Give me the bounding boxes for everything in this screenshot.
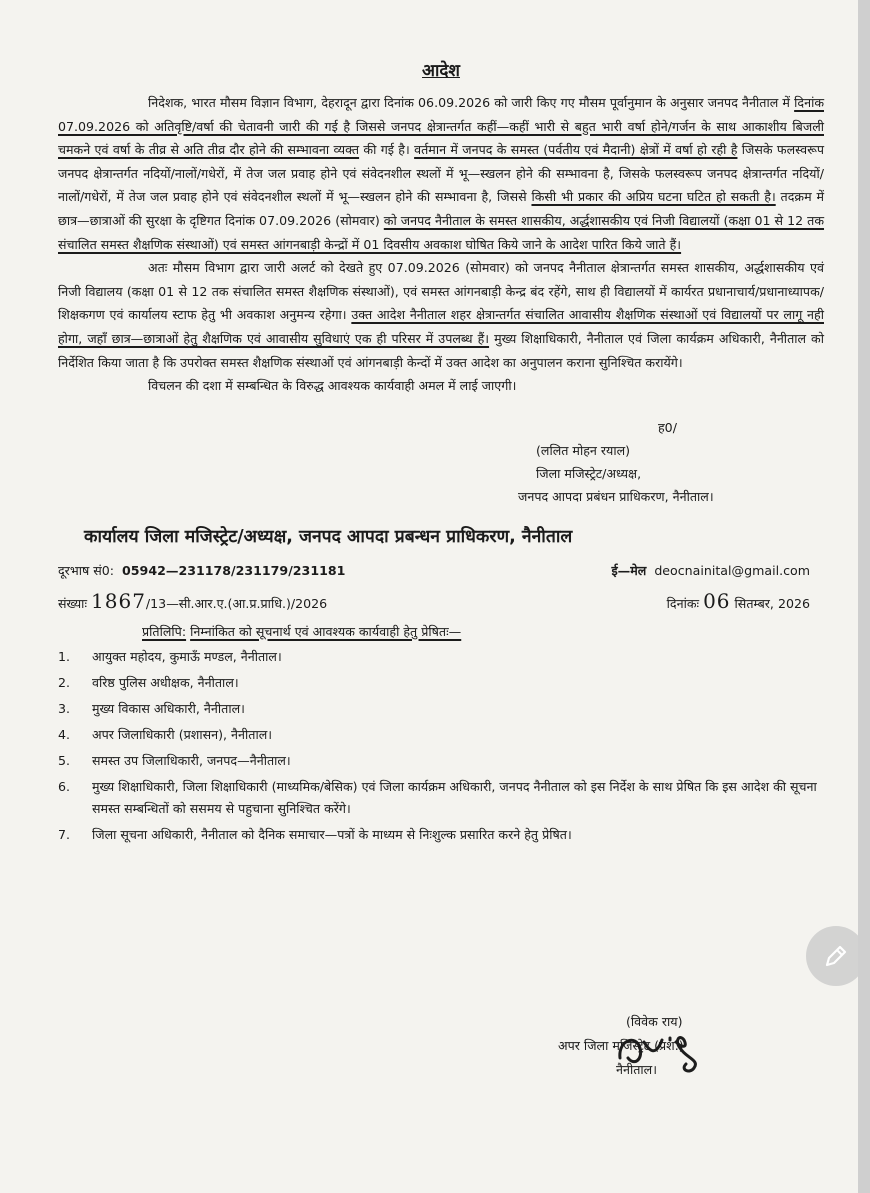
item-text: वरिष्ठ पुलिस अधीक्षक, नैनीताल। bbox=[92, 674, 239, 690]
item-number: 1. bbox=[58, 648, 71, 664]
handwritten-number: 1867 bbox=[91, 588, 146, 613]
underlined-run: दिनांक 07.09.2026 को अतिवृष्टि/वर्षा की चेतावनी जारी की गई है जिससे जनपद क्षेत्रान्तर्गत कहीं—कहीं भारी से बहुत भारी वर्षा होने/गर्जन के साथ आकाशीय बिजली चमकने एवं वर्षा के तीव्र से अति तीव्र दौर होने की सम्भावना व्यक्त bbox=[58, 95, 824, 158]
page-edge bbox=[858, 0, 870, 1193]
order-paragraph-1 bbox=[58, 91, 824, 256]
item-text: मुख्य विकास अधिकारी, नैनीताल। bbox=[92, 700, 245, 716]
item-text: अपर जिलाधिकारी (प्रशासन), नैनीताल। bbox=[92, 726, 273, 742]
copy-recipient-item bbox=[58, 750, 824, 772]
signed-mark: ह0/ bbox=[658, 419, 677, 435]
signature-block-1 bbox=[518, 416, 824, 508]
date-suffix: सितम्बर, 2026 bbox=[734, 595, 810, 611]
contact-row bbox=[58, 562, 824, 579]
signatory-2-place: नैनीताल। bbox=[616, 1062, 657, 1077]
signatory-designation: जिला मजिस्ट्रेट/अध्यक्ष, bbox=[536, 465, 642, 481]
text-run: जिसके फलस्वरूप जनपद क्षेत्रान्तर्गत नदियों/नालों/गधेरों, में तेज जल प्रवाह होने एवं संवेदनशील स्थलों में भू—स्खलन होने की सम्भावना है, जिसके फलस्वरूप जनपद क्षेत्रान्तर्गत नदियों/नालों/गधेरों, में तेज जल प्रवाह होने एवं संवेदनशील स्थलों में भू—स्खलन होने की सम्भावना है, जिससे bbox=[58, 142, 825, 205]
letter-number bbox=[58, 589, 327, 613]
text-run: अतः मौसम विभाग द्वारा जारी अलर्ट को देखते हुए 07.09.2026 (सोमवार) को जनपद नैनीताल क्षेत्रान्तर्गत समस्त शासकीय, अर्द्धशासकीय एवं निजी विद्यालय (कक्षा 01 से 12 तक संचालित समस्त शैक्षणिक संस्थाओं), एवं समस्त आंगनबाड़ी केन्द्र बंद रहेंगे, साथ ही विद्यालयों में कार्यरत प्रधानाचार्य/प्रधानाध्यापक/शिक्षकगण एवं कार्यालय स्टाफ हेतु भी अवकाश अनुमन्य रहेगा। bbox=[58, 260, 824, 323]
office-heading: कार्यालय जिला मजिस्ट्रेट/अध्यक्ष, जनपद आपदा प्रबन्धन प्राधिकरण, नैनीताल bbox=[84, 526, 573, 547]
item-number: 4. bbox=[58, 726, 71, 742]
pencil-icon bbox=[823, 943, 849, 969]
item-number: 2. bbox=[58, 674, 71, 690]
item-number: 5. bbox=[58, 752, 71, 768]
letter-date bbox=[667, 589, 810, 613]
signature-block-2 bbox=[558, 1010, 684, 1082]
underlined-run: को जनपद नैनीताल के समस्त शासकीय, अर्द्धशासकीय एवं निजी विद्यालयों (कक्षा 01 से 12 तक संचालित समस्त शैक्षणिक संस्थाओं) एवं समस्त आंगनबाड़ी केन्द्रों में 01 दिवसीय अवकाश घोषित किये जाने के आदेश पारित किये जाते हैं। bbox=[58, 212, 825, 252]
signatory-2-designation: अपर जिला मजिस्ट्रेट (प्रश.) bbox=[558, 1038, 684, 1053]
email-address: deocnainital@gmail.com bbox=[654, 562, 810, 578]
phone-label: दूरभाष सं0: bbox=[58, 562, 115, 578]
text-run: तदक्रम में छात्र—छात्राओं की सुरक्षा के दृष्टिगत दिनांक 07.09.2026 (सोमवार) bbox=[58, 189, 825, 228]
item-text: मुख्य शिक्षाधिकारी, जिला शिक्षाधिकारी (माध्यमिक/बेसिक) एवं जिला कार्यक्रम अधिकारी, जनपद नैनीताल को इस निर्देश के साथ प्रेषित कि इस आदेश की सूचना समस्त सम्बन्धितों को ससमय से पहुचाना सुनिश्चित करेंगे। bbox=[92, 778, 817, 816]
copy-recipient-list bbox=[58, 646, 824, 846]
text-run: मुख्य शिक्षाधिकारी, नैनीताल एवं जिला कार्यक्रम अधिकारी, नैनीताल को निर्देशित किया जाता है कि उपरोक्त समस्त शैक्षणिक संस्थाओं एवं आंगनबाड़ी केन्दों में उक्त आदेश का अनुपालन कराना सुनिश्चित करायेंगे। bbox=[58, 330, 824, 370]
copy-recipient-item bbox=[58, 776, 824, 820]
copy-label: प्रतिलिपि: bbox=[142, 623, 187, 639]
edit-button[interactable] bbox=[806, 926, 866, 986]
handwritten-date: 06 bbox=[703, 588, 731, 613]
number-label: संख्याः bbox=[58, 595, 87, 611]
item-text: आयुक्त महोदय, कुमाऊँ मण्डल, नैनीताल। bbox=[92, 648, 282, 664]
order-title: आदेश bbox=[422, 61, 460, 81]
text-run: निदेशक, भारत मौसम विज्ञान विभाग, देहरादून द्वारा दिनांक 06.09.2026 को जारी किए गए मौसम पूर्वानुमान के अनुसार जनपद नैनीताल में bbox=[148, 95, 795, 110]
signatory-name: (ललित मोहन रयाल) bbox=[536, 442, 631, 458]
order-paragraph-2 bbox=[58, 256, 824, 374]
item-text: जिला सूचना अधिकारी, नैनीताल को दैनिक समाचार—पत्रों के माध्यम से निःशुल्क प्रसारित करने हेतु प्रेषित। bbox=[92, 826, 572, 842]
text-run: की गई है। bbox=[359, 142, 415, 158]
item-number: 6. bbox=[58, 778, 71, 794]
phone bbox=[58, 562, 345, 579]
copy-recipient-item bbox=[58, 824, 824, 846]
number-suffix: /13—सी.आर.ए.(आ.प्र.प्राधि.)/2026 bbox=[145, 595, 328, 611]
phone-number: 05942—231178/231179/231181 bbox=[122, 562, 346, 578]
underlined-run: वर्तमान में जनपद के समस्त (पर्वतीय एवं मैदानी) क्षेत्रों में वर्षा हो रही है bbox=[414, 142, 738, 158]
copy-recipient-item bbox=[58, 724, 824, 746]
email bbox=[611, 562, 810, 579]
item-number: 3. bbox=[58, 700, 71, 716]
reference-row bbox=[58, 589, 824, 613]
order-paragraph-3: विचलन की दशा में सम्बन्धित के विरुद्ध आवश्यक कार्यवाही अमल में लाई जाएगी। bbox=[148, 378, 517, 394]
copy-recipient-item bbox=[58, 646, 824, 668]
item-text: समस्त उप जिलाधिकारी, जनपद—नैनीताल। bbox=[92, 752, 291, 768]
copy-recipient-item bbox=[58, 698, 824, 720]
email-label: ई—मेल bbox=[611, 562, 647, 578]
copy-heading bbox=[142, 623, 824, 640]
item-number: 7. bbox=[58, 826, 71, 842]
underlined-run: किसी भी प्रकार की अप्रिय घटना घटित हो सकती है। bbox=[531, 189, 776, 205]
underlined-run: उक्त आदेश नैनीताल शहर क्षेत्रान्तर्गत संचालित आवासीय शैक्षणिक संस्थाओं एवं विद्यालयों पर लागू नही होगा, जहाँ छात्र—छात्राओं हेतु शैक्षणिक एवं आवासीय सुविधाएं एक ही परिसर में उपलब्ध हैं। bbox=[58, 307, 824, 346]
copy-recipient-item bbox=[58, 672, 824, 694]
copy-intro: निम्नांकित को सूचनार्थ एवं आवश्यक कार्यवाही हेतु प्रेषितः— bbox=[190, 623, 462, 639]
date-label: दिनांकः bbox=[666, 595, 700, 611]
signatory-authority: जनपद आपदा प्रबंधन प्राधिकरण, नैनीताल। bbox=[518, 488, 714, 504]
signatory-2-name: (विवेक राय) bbox=[626, 1014, 683, 1029]
